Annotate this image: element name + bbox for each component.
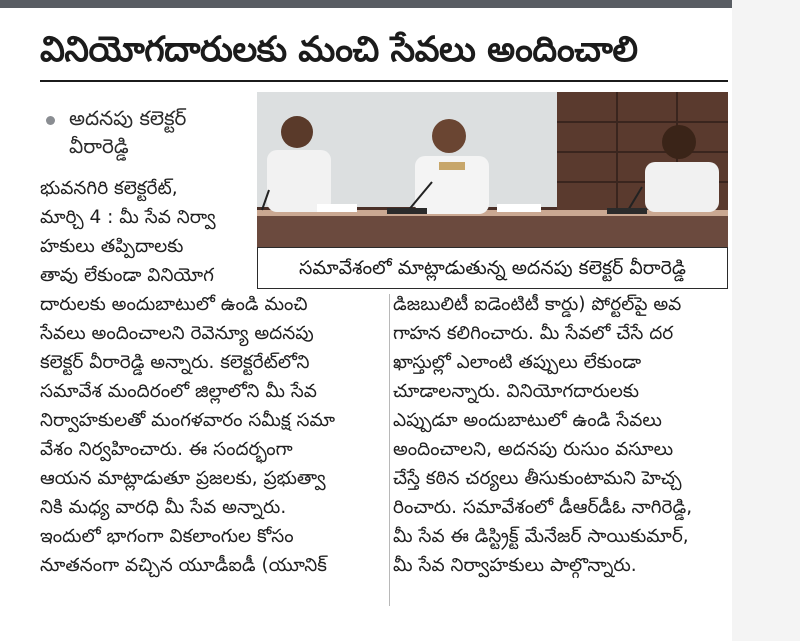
meeting-photo [257,92,728,247]
page-margin [732,0,800,641]
top-bar [0,0,732,8]
highlight-text: అదనపు కలెక్టర్ వీరారెడ్డి [69,106,187,158]
article-line: అందించాలని, అదనపు రుసుం వసూలు [393,439,674,460]
meeting-photo-illustration [257,92,728,247]
article-line: మీ సేవ ఈ డిస్ట్రిక్ట్ మేనేజర్ సాయికుమార్, [393,526,689,547]
headline: వినియోగదారులకు మంచి సేవలు అందించాలి [40,30,638,70]
article-line: ఎప్పుడూ అందుబాటులో ఉండి సేవలు [393,410,662,431]
article-line: దారులకు అందుబాటులో ఉండి మంచి [40,294,308,315]
article-line: ఆయన మాట్లాడుతూ ప్రజలకు, ప్రభుత్వా [40,468,326,489]
article-line: కలెక్టర్ వీరారెడ్డి అన్నారు. కలెక్టరేట్‌లోని [40,352,310,373]
article-line: గాహన కలిగించారు. మీ సేవలో చేసే దర [393,323,674,344]
article-line: నిర్వాహకులతో మంగళవారం సమీక్ష సమా [40,410,336,431]
article-line: సమావేశ మందిరంలో జిల్లాలోని మీ సేవ [40,381,317,402]
article-line: భువనగిరి కలెక్టరేట్, [40,178,178,199]
column-divider [389,294,390,606]
article-line: హకులు తప్పిదాలకు [40,236,184,257]
highlight-item [40,104,255,160]
article-line: నికి మధ్య వారధి మీ సేవ అన్నారు. [40,497,287,518]
article-line: మార్చి 4 : మీ సేవ నిర్వా [40,207,216,228]
article-line: మీ సేవ నిర్వాహకులు పాల్గొన్నారు. [393,555,637,576]
article-line: డిజబులిటీ ఐడెంటిటీ కార్డు) పోర్టల్‌పై అవ [393,294,682,315]
article-line: చేస్తే కఠిన చర్యలు తీసుకుంటామని హెచ్చ [393,468,682,489]
article-line: చూడాలన్నారు. వినియోగదారులకు [393,381,639,402]
highlights [40,104,255,160]
article-line: ఖాస్తుల్లో ఎలాంటి తప్పులు లేకుండా [393,352,642,373]
article-line: రించారు. సమావేశంలో డీఆర్‌డీఓ నాగిరెడ్డి, [393,497,693,518]
headline-rule [40,80,728,82]
article-line: నూతనంగా వచ్చిన యూడీఐడీ (యూనిక్ [40,555,327,576]
article-line: సేవలు అందించాలని రెవెన్యూ అదనపు [40,323,314,344]
photo-caption: సమావేశంలో మాట్లాడుతున్న అదనపు కలెక్టర్ వీరారెడ్డి [257,247,728,289]
article-line: వేశం నిర్వహించారు. ఈ సందర్భంగా [40,439,293,460]
bullet-icon [46,116,55,125]
article-column-left-top [40,174,252,290]
article-line: ఇందులో భాగంగా వికలాంగుల కోసం [40,526,294,547]
article-column-right [393,290,730,580]
article-column-left [40,290,385,580]
article-line: తావు లేకుండా వినియోగ [40,265,214,286]
